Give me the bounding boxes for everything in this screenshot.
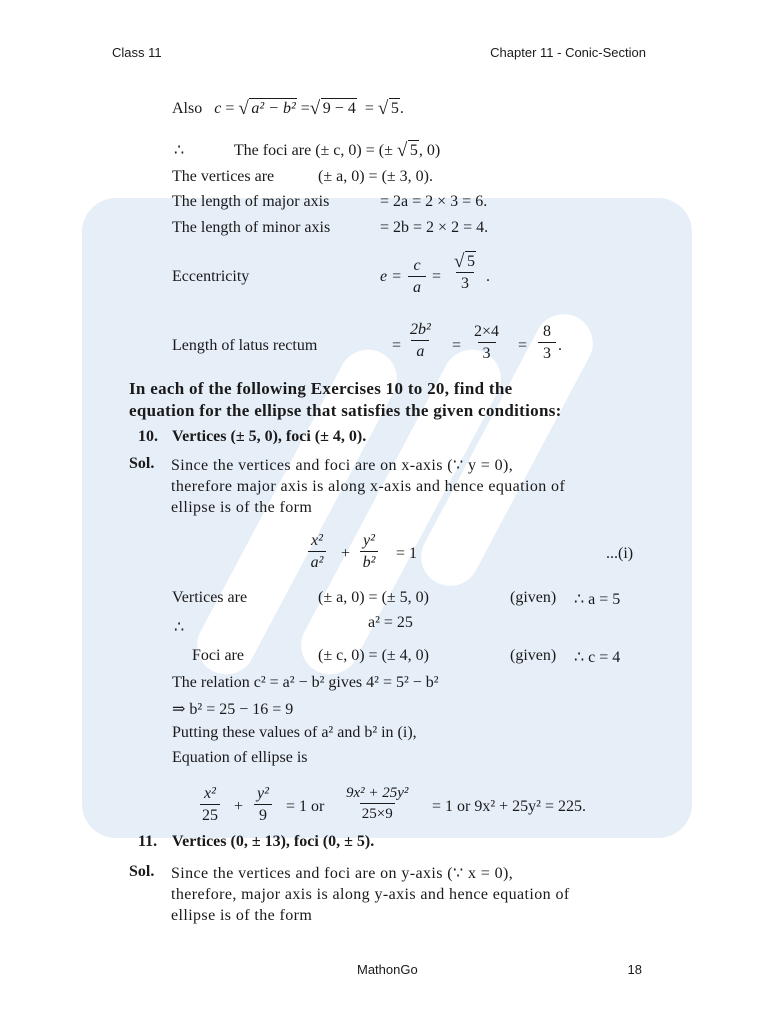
relation-line: The relation c² = a² − b² gives 4² = 5² − b²	[172, 674, 439, 691]
plus-sign: +	[341, 545, 351, 562]
therefore-symbol: ∴	[174, 142, 185, 159]
equation-is-line: Equation of ellipse is	[172, 749, 308, 766]
q10-intro	[171, 455, 649, 518]
std-numerator-y: y²	[363, 532, 375, 549]
final-fraction-y	[254, 786, 272, 824]
q10-line-3: ellipse is of the form	[171, 499, 313, 516]
major-axis-value: = 2a = 2 × 3 = 6.	[380, 193, 488, 210]
std-fraction-x	[308, 533, 326, 571]
latus-fraction-2	[472, 324, 501, 362]
c-symbol: c	[214, 100, 222, 117]
period: .	[486, 268, 490, 285]
exercise-heading-line-2: equation for the ellipse that satisfies the given conditions:	[129, 401, 562, 420]
ecc-sqrt-5: √ 5	[454, 251, 475, 272]
latus-denominator-1: a	[411, 340, 429, 360]
q11-sol-label: Sol.	[129, 863, 155, 880]
plus-sign: +	[234, 798, 244, 815]
also-word: Also	[172, 100, 203, 117]
equals-sign: =	[518, 337, 528, 354]
std-denominator-b: b²	[360, 551, 378, 571]
minor-axis-value: = 2b = 2 × 2 = 4.	[380, 219, 489, 236]
q10-sol-label: Sol.	[129, 455, 155, 472]
header-class-label: Class 11	[112, 45, 162, 60]
equals-sign: =	[300, 100, 310, 117]
foci-result: ∴ c = 4	[574, 649, 621, 666]
vertices-are-eq: (± a, 0) = (± 5, 0)	[318, 589, 429, 606]
latus-fraction-1	[408, 322, 433, 360]
final-denominator-combined: 25×9	[360, 803, 395, 822]
q11-line-1: Since the vertices and foci are on y-axis (∵ x = 0),	[171, 865, 514, 882]
footer-brand: MathonGo	[357, 962, 418, 977]
foci-given: (given)	[510, 647, 557, 664]
ecc-sqrt-radicand: 5	[467, 253, 475, 270]
std-fraction-y	[360, 533, 378, 571]
b-squared-line: ⇒ b² = 25 − 16 = 9	[172, 701, 294, 718]
vertices-label: The vertices are	[172, 168, 275, 185]
equals-sign: =	[452, 337, 462, 354]
final-numerator-combined: 9x² + 25y²	[346, 785, 409, 801]
ecc-fraction-root5-3	[452, 251, 478, 292]
std-numerator-x: x²	[311, 532, 323, 549]
latus-rectum-label: Length of latus rectum	[172, 337, 318, 354]
foci-label: The foci are (± c, 0) = (±	[233, 142, 393, 159]
vertices-result: ∴ a = 5	[574, 591, 621, 608]
vertices-are-label: Vertices are	[172, 589, 248, 606]
latus-numerator-2: 2×4	[474, 323, 500, 340]
ecc-fraction-c-a	[408, 258, 426, 296]
q10-number: 10.	[138, 428, 158, 445]
latus-numerator-3: 8	[543, 323, 551, 340]
q11-number: 11.	[138, 833, 158, 850]
q10-line-2: therefore major axis is along x-axis and hence equation of	[171, 478, 566, 495]
equals-sign: =	[364, 100, 374, 117]
equals-sign: =	[432, 268, 442, 285]
minor-axis-label: The length of minor axis	[172, 219, 331, 236]
sqrt-a2-b2-radicand: a² − b²	[251, 100, 296, 117]
period: .	[558, 337, 562, 354]
final-denominator-25: 25	[200, 804, 220, 824]
final-result: = 1 or 9x² + 25y² = 225.	[432, 798, 586, 815]
final-numerator-x: x²	[204, 785, 216, 802]
eccentricity-lhs: e =	[380, 268, 402, 285]
eccentricity-label: Eccentricity	[172, 268, 250, 285]
footer-page-number: 18	[627, 962, 642, 977]
ecc-denominator-2: 3	[456, 272, 474, 292]
foci-tail: , 0)	[418, 142, 441, 159]
q10-title: Vertices (± 5, 0), foci (± 4, 0).	[172, 428, 367, 445]
latus-denominator-3: 3	[538, 342, 556, 362]
putting-values-line: Putting these values of a² and b² in (i),	[172, 724, 417, 741]
sqrt-a2-b2: √ a² − b²	[238, 98, 296, 119]
q11-title: Vertices (0, ± 13), foci (0, ± 5).	[172, 833, 375, 850]
latus-denominator-2: 3	[478, 342, 496, 362]
q11-intro	[171, 863, 649, 926]
equals-sign: =	[392, 337, 402, 354]
sqrt-9-4: √ 9 − 4	[309, 98, 356, 119]
foci-are-label: Foci are	[192, 647, 244, 664]
vertices-value: (± a, 0) = (± 3, 0).	[318, 168, 433, 185]
q11-line-3: ellipse is of the form	[171, 907, 313, 924]
header-chapter-label: Chapter 11 - Conic-Section	[490, 45, 646, 60]
std-denominator-a: a²	[308, 551, 326, 571]
sqrt-9-4-radicand: 9 − 4	[322, 100, 356, 117]
final-denominator-9: 9	[254, 804, 272, 824]
latus-numerator-1: 2b²	[410, 321, 431, 338]
foci-are-eq: (± c, 0) = (± 4, 0)	[318, 647, 429, 664]
final-numerator-y: y²	[257, 785, 269, 802]
sqrt-5-radicand: 5	[390, 100, 399, 117]
exercise-heading	[129, 378, 649, 422]
foci-line	[174, 140, 440, 160]
foci-sqrt-5-radicand: 5	[409, 142, 418, 159]
a-squared-value: a² = 25	[368, 614, 413, 631]
final-mid: = 1 or	[286, 798, 325, 815]
final-fraction-x	[200, 786, 220, 824]
major-axis-label: The length of major axis	[172, 193, 330, 210]
also-line	[172, 100, 404, 118]
equation-tag-i: ...(i)	[606, 545, 634, 562]
ecc-numerator: c	[413, 257, 421, 274]
exercise-heading-line-1: In each of the following Exercises 10 to 20, find the	[129, 379, 513, 398]
final-fraction-combined	[344, 786, 410, 822]
q10-line-1: Since the vertices and foci are on x-axis (∵ y = 0),	[171, 457, 514, 474]
q11-line-2: therefore, major axis is along y-axis and hence equation of	[171, 886, 570, 903]
foci-sqrt-5: √ 5	[396, 140, 418, 161]
std-rhs: = 1	[396, 545, 418, 562]
therefore-symbol: ∴	[174, 619, 185, 636]
latus-fraction-3	[538, 324, 556, 362]
period: .	[399, 100, 404, 117]
vertices-given: (given)	[510, 589, 557, 606]
equals-sign: =	[225, 100, 235, 117]
ecc-denominator: a	[408, 276, 426, 296]
sqrt-5: √ 5	[377, 98, 399, 119]
